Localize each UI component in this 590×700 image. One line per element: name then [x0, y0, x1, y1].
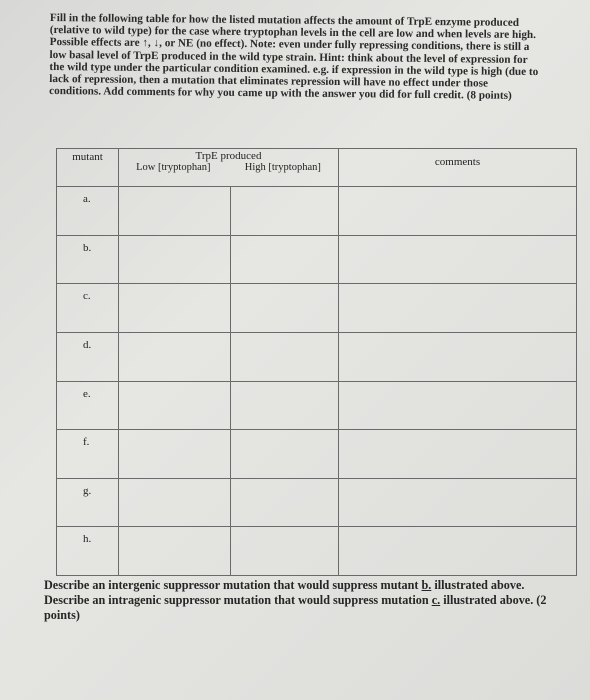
header-mutant: mutant	[57, 149, 119, 187]
row-label-f: f.	[57, 430, 119, 479]
cell-h-comments[interactable]	[339, 527, 577, 576]
cell-d-comments[interactable]	[339, 332, 577, 381]
row-label-g: g.	[57, 478, 119, 527]
cell-f-high[interactable]	[231, 430, 339, 479]
mutation-table	[56, 148, 576, 576]
instructions-paragraph	[49, 12, 542, 103]
cell-g-comments[interactable]	[339, 478, 577, 527]
q1-text-end: illustrated above.	[431, 578, 525, 592]
cell-e-comments[interactable]	[339, 381, 577, 430]
cell-c-high[interactable]	[231, 284, 339, 333]
cell-f-low[interactable]	[119, 430, 231, 479]
cell-f-comments[interactable]	[339, 430, 577, 479]
cell-c-comments[interactable]	[339, 284, 577, 333]
table-row	[57, 235, 577, 284]
question-intergenic	[44, 578, 584, 593]
cell-b-low[interactable]	[119, 235, 231, 284]
row-label-b: b.	[57, 235, 119, 284]
row-label-h: h.	[57, 527, 119, 576]
table-row	[57, 187, 577, 236]
cell-e-high[interactable]	[231, 381, 339, 430]
cell-b-high[interactable]	[231, 235, 339, 284]
cell-g-low[interactable]	[119, 478, 231, 527]
table-row	[57, 527, 577, 576]
q1-text-start: Describe an intergenic suppressor mutation that would suppress mutant	[44, 578, 422, 592]
cell-a-high[interactable]	[231, 187, 339, 236]
instructions-text: Fill in the following table for how the listed mutation affects the amount of TrpE enzyme produced (relative to wild type) for the case where tryptophan levels in the cell are low and when levels are high. Possible effects are ↑, ↓, or NE (no effect). Note: even under fully repressing conditions, there is still a low basal level of TrpE produced in the wild type strain. Hint: think about the level of expression for the wild type under the particular condition examined. e.g. if expression in the wild type is high (due to lack of repression, then a mutation that eliminates repression will have no effect under those conditions. Add comments for why you came up with the answer you did for full credit.	[49, 12, 539, 102]
cell-g-high[interactable]	[231, 478, 339, 527]
header-high-tryptophan: High [tryptophan]	[244, 162, 321, 173]
cell-e-low[interactable]	[119, 381, 231, 430]
q2-text-end: illustrated above. (2 points)	[44, 593, 547, 622]
row-label-e: e.	[57, 381, 119, 430]
header-low-tryptophan: Low [tryptophan]	[136, 162, 211, 173]
table-row	[57, 381, 577, 430]
table-header-row	[57, 149, 577, 187]
row-label-d: d.	[57, 332, 119, 381]
table-row	[57, 478, 577, 527]
table-row	[57, 284, 577, 333]
cell-d-high[interactable]	[231, 332, 339, 381]
cell-h-high[interactable]	[231, 527, 339, 576]
instructions-points: (8 points)	[466, 89, 512, 103]
cell-d-low[interactable]	[119, 332, 231, 381]
header-subcolumns	[119, 162, 338, 174]
header-trpe-produced	[119, 149, 339, 187]
q2-text-start: Describe an intragenic suppressor mutation that would suppress mutation	[44, 593, 432, 607]
cell-b-comments[interactable]	[339, 235, 577, 284]
header-trpe-title: TrpE produced	[195, 150, 262, 162]
cell-h-low[interactable]	[119, 527, 231, 576]
table-row	[57, 430, 577, 479]
suppressor-questions	[44, 578, 584, 623]
q1-mutant-ref: b.	[421, 578, 432, 592]
header-comments: comments	[339, 149, 577, 187]
cell-a-comments[interactable]	[339, 187, 577, 236]
question-intragenic	[44, 593, 584, 623]
row-label-a: a.	[57, 187, 119, 236]
cell-c-low[interactable]	[119, 284, 231, 333]
q2-mutation-ref: c.	[431, 593, 441, 607]
cell-a-low[interactable]	[119, 187, 231, 236]
row-label-c: c.	[57, 284, 119, 333]
table-row	[57, 332, 577, 381]
